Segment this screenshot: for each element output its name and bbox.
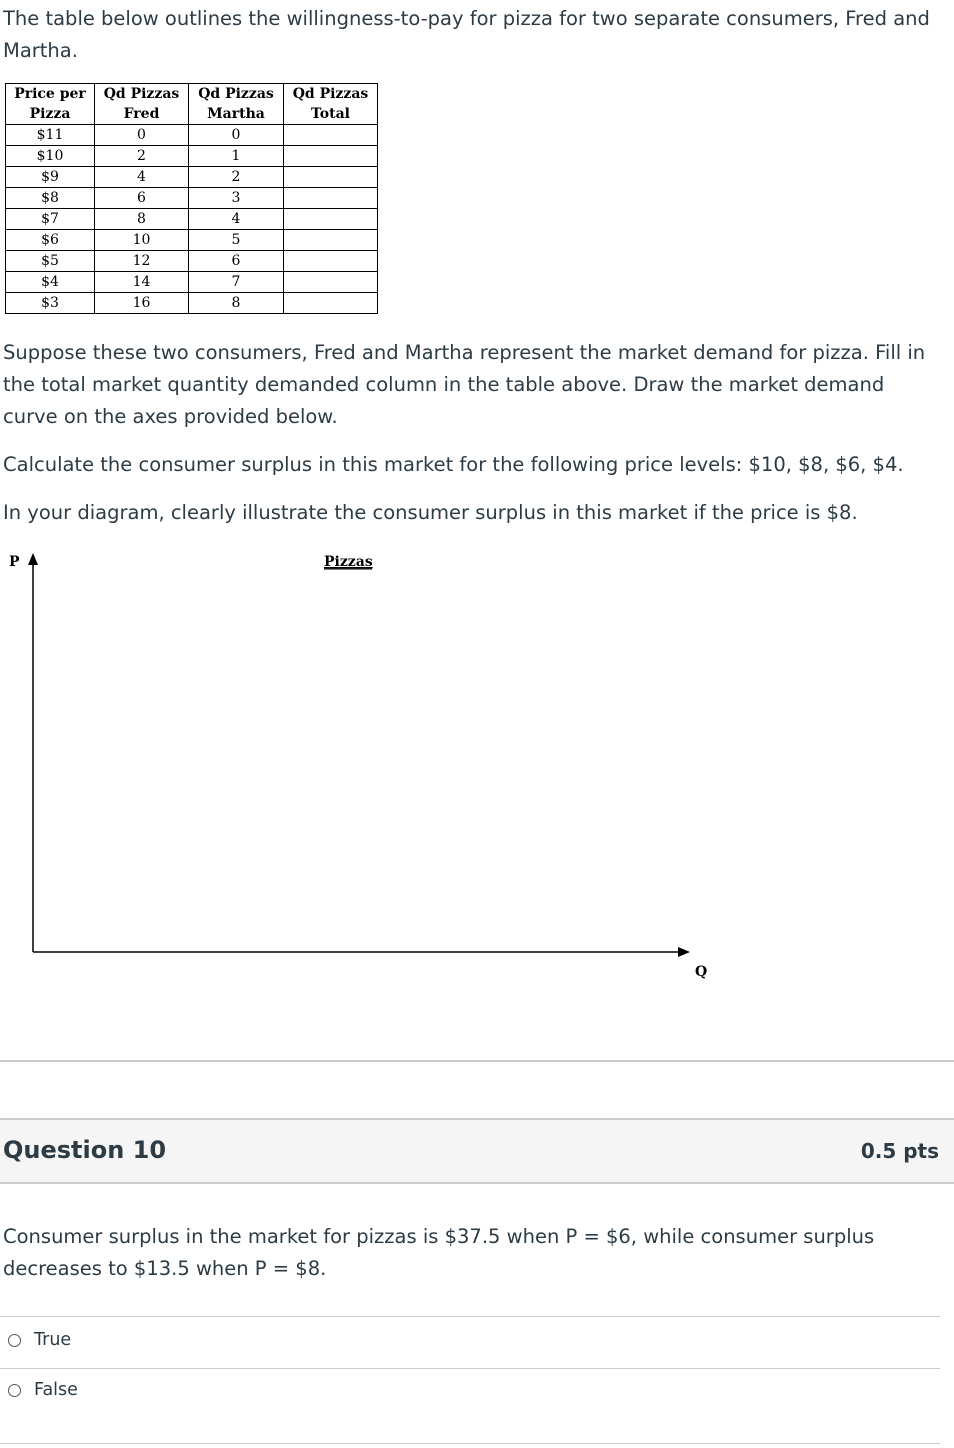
answer-divider bbox=[0, 1316, 940, 1317]
table-row bbox=[6, 272, 378, 293]
price-cell: $6 bbox=[6, 230, 95, 251]
fred-qd-cell: 8 bbox=[95, 209, 189, 230]
total-qd-cell[interactable] bbox=[284, 293, 378, 314]
total-qd-cell[interactable] bbox=[284, 125, 378, 146]
question-points: 0.5 pts bbox=[860, 1139, 939, 1163]
table-row bbox=[6, 125, 378, 146]
fred-qd-cell: 0 bbox=[95, 125, 189, 146]
intro-text: The table below outlines the willingness-to-pay for pizza for two separate consumers, Fred and Martha. bbox=[3, 7, 930, 62]
martha-qd-cell: 2 bbox=[189, 167, 284, 188]
total-qd-cell[interactable] bbox=[284, 209, 378, 230]
total-qd-cell[interactable] bbox=[284, 188, 378, 209]
table-row bbox=[6, 146, 378, 167]
table-row bbox=[6, 230, 378, 251]
martha-qd-cell: 6 bbox=[189, 251, 284, 272]
fred-qd-cell: 2 bbox=[95, 146, 189, 167]
table-row bbox=[6, 293, 378, 314]
fred-qd-cell: 10 bbox=[95, 230, 189, 251]
price-cell: $8 bbox=[6, 188, 95, 209]
price-cell: $3 bbox=[6, 293, 95, 314]
martha-qd-cell: 7 bbox=[189, 272, 284, 293]
instruction-text-3: In your diagram, clearly illustrate the consumer surplus in this market if the price is $8. bbox=[3, 501, 858, 524]
fred-qd-cell: 12 bbox=[95, 251, 189, 272]
question-text: Consumer surplus in the market for pizzas is $37.5 when P = $6, while consumer surplus decreases to $13.5 when P = $8. bbox=[3, 1225, 875, 1280]
fred-qd-cell: 4 bbox=[95, 167, 189, 188]
answer-option-false[interactable] bbox=[8, 1380, 78, 1400]
martha-qd-cell: 4 bbox=[189, 209, 284, 230]
total-qd-cell[interactable] bbox=[284, 251, 378, 272]
table-row bbox=[6, 209, 378, 230]
table-row bbox=[6, 251, 378, 272]
table-row bbox=[6, 167, 378, 188]
header-total: Qd Pizzas Total bbox=[284, 84, 378, 125]
answer-label: False bbox=[34, 1380, 78, 1400]
price-cell: $4 bbox=[6, 272, 95, 293]
martha-qd-cell: 0 bbox=[189, 125, 284, 146]
diagram-title: Pizzas bbox=[324, 554, 373, 570]
total-qd-cell[interactable] bbox=[284, 146, 378, 167]
martha-qd-cell: 3 bbox=[189, 188, 284, 209]
question-header bbox=[0, 1118, 954, 1184]
total-qd-cell[interactable] bbox=[284, 167, 378, 188]
total-qd-cell[interactable] bbox=[284, 230, 378, 251]
instruction-text-1: Suppose these two consumers, Fred and Martha represent the market demand for pizza. Fill in the total market quantity demanded column in the table above. Draw the market demand curve on the axes provided below. bbox=[3, 341, 926, 428]
fred-qd-cell: 14 bbox=[95, 272, 189, 293]
price-cell: $5 bbox=[6, 251, 95, 272]
radio-button-icon[interactable] bbox=[8, 1334, 21, 1347]
price-cell: $10 bbox=[6, 146, 95, 167]
martha-qd-cell: 5 bbox=[189, 230, 284, 251]
divider bbox=[0, 1060, 954, 1062]
demand-diagram bbox=[0, 545, 720, 990]
total-qd-cell[interactable] bbox=[284, 272, 378, 293]
table-row bbox=[6, 188, 378, 209]
price-cell: $7 bbox=[6, 209, 95, 230]
radio-button-icon[interactable] bbox=[8, 1384, 21, 1397]
price-cell: $11 bbox=[6, 125, 95, 146]
answer-label: True bbox=[34, 1330, 72, 1350]
answer-option-true[interactable] bbox=[8, 1330, 71, 1350]
table-header-row bbox=[6, 84, 378, 125]
answer-divider bbox=[0, 1368, 940, 1369]
fred-qd-cell: 16 bbox=[95, 293, 189, 314]
wtp-table bbox=[5, 83, 378, 314]
martha-qd-cell: 8 bbox=[189, 293, 284, 314]
x-axis-arrow-icon bbox=[678, 947, 690, 957]
header-martha: Qd Pizzas Martha bbox=[189, 84, 284, 125]
answer-divider bbox=[0, 1443, 940, 1444]
martha-qd-cell: 1 bbox=[189, 146, 284, 167]
y-axis-label: P bbox=[9, 554, 20, 570]
header-fred: Qd Pizzas Fred bbox=[95, 84, 189, 125]
price-cell: $9 bbox=[6, 167, 95, 188]
x-axis-label: Q bbox=[695, 964, 708, 980]
fred-qd-cell: 6 bbox=[95, 188, 189, 209]
question-title: Question 10 bbox=[3, 1136, 167, 1164]
header-price: Price per Pizza bbox=[6, 84, 95, 125]
instruction-text-2: Calculate the consumer surplus in this market for the following price levels: $10, $8, $6, $4. bbox=[3, 453, 904, 476]
